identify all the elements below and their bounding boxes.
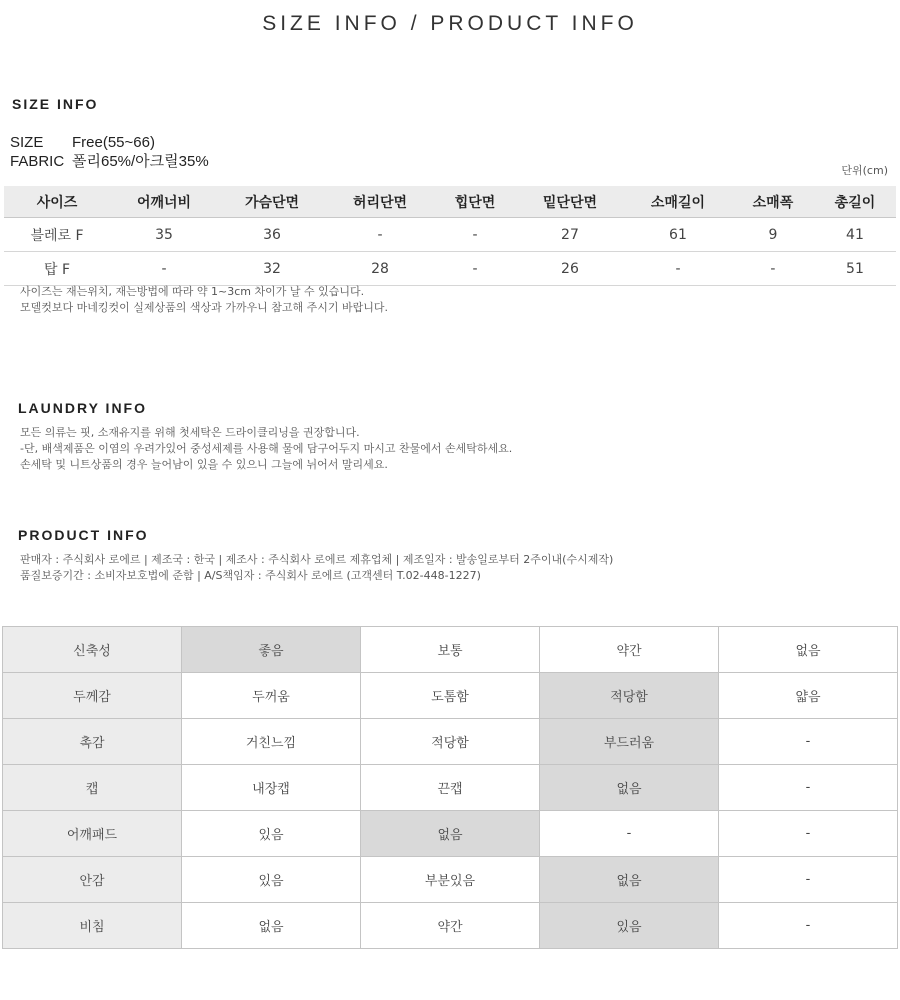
table-cell: 51: [814, 252, 896, 286]
fabric-attribute-label: 비침: [3, 903, 182, 949]
fabric-attribute-label: 캡: [3, 765, 182, 811]
fabric-row: [3, 627, 898, 673]
fabric-option-selected: 없음: [361, 811, 540, 857]
product-notes: [20, 552, 613, 584]
fabric-value: 폴리65%/아크릴35%: [72, 153, 209, 170]
note-line: 모든 의류는 핏, 소재유지를 위해 첫세탁은 드라이클리닝을 권장합니다.: [20, 426, 360, 439]
header-cell: 총길이: [814, 186, 896, 218]
note-line: 손세탁 및 니트상품의 경우 늘어남이 있을 수 있으니 그늘에 뉘어서 말리세요.: [20, 458, 388, 471]
table-cell: 61: [624, 218, 732, 252]
table-row: [4, 218, 896, 252]
fabric-attribute-label: 어깨패드: [3, 811, 182, 857]
fabric-option: 도톰함: [361, 673, 540, 719]
laundry-info-heading: LAUNDRY INFO: [18, 400, 147, 416]
table-cell: 36: [218, 218, 326, 252]
fabric-option-selected: 부드러움: [540, 719, 719, 765]
fabric-row: [3, 673, 898, 719]
table-cell: 41: [814, 218, 896, 252]
fabric-option: -: [719, 903, 898, 949]
table-cell: -: [326, 218, 434, 252]
fabric-option: -: [540, 811, 719, 857]
fabric-row: [3, 857, 898, 903]
fabric-attribute-label: 두께감: [3, 673, 182, 719]
fabric-option-selected: 좋음: [182, 627, 361, 673]
size-notes: [20, 284, 388, 316]
table-cell: 블레로 F: [4, 218, 110, 252]
fabric-option: -: [719, 811, 898, 857]
page-title: SIZE INFO / PRODUCT INFO: [262, 12, 638, 35]
fabric-option: -: [719, 719, 898, 765]
fabric-option: 얇음: [719, 673, 898, 719]
header-cell: 가슴단면: [218, 186, 326, 218]
size-table-header: [4, 186, 896, 218]
table-cell: -: [434, 252, 516, 286]
header-cell: 힙단면: [434, 186, 516, 218]
note-line: 사이즈는 재는위치, 재는방법에 따라 약 1~3cm 차이가 날 수 있습니다.: [20, 285, 365, 298]
fabric-option: 없음: [719, 627, 898, 673]
table-cell: -: [732, 252, 814, 286]
header-cell: 어깨너비: [110, 186, 218, 218]
fabric-row: [3, 903, 898, 949]
fabric-attribute-label: 촉감: [3, 719, 182, 765]
note-line: 품질보증기간 : 소비자보호법에 준함 | A/S책임자 : 주식회사 로에르 (고객센터 T.02-448-1227): [20, 569, 481, 582]
fabric-option: 두꺼움: [182, 673, 361, 719]
size-label: SIZE: [10, 134, 44, 151]
fabric-option: -: [719, 765, 898, 811]
fabric-option: 내장캡: [182, 765, 361, 811]
header-cell: 소매길이: [624, 186, 732, 218]
fabric-attribute-label: 안감: [3, 857, 182, 903]
fabric-option: 약간: [540, 627, 719, 673]
fabric-option: 부분있음: [361, 857, 540, 903]
note-line: 판매자 : 주식회사 로에르 | 제조국 : 한국 | 제조사 : 주식회사 로에르 제휴업체 | 제조일자 : 발송일로부터 2주이내(수시제작): [20, 553, 614, 566]
fabric-option: 있음: [182, 811, 361, 857]
table-cell: 35: [110, 218, 218, 252]
fabric-option-selected: 없음: [540, 857, 719, 903]
fabric-row: [3, 811, 898, 857]
header-cell: 허리단면: [326, 186, 434, 218]
size-info-heading: SIZE INFO: [12, 96, 99, 112]
header-cell: 사이즈: [4, 186, 110, 218]
table-cell: -: [110, 252, 218, 286]
table-cell: 탑 F: [4, 252, 110, 286]
fabric-option: 거친느낌: [182, 719, 361, 765]
product-info-heading: PRODUCT INFO: [18, 527, 149, 543]
fabric-row: [3, 719, 898, 765]
fabric-option: 없음: [182, 903, 361, 949]
table-cell: 27: [516, 218, 624, 252]
table-cell: -: [624, 252, 732, 286]
fabric-option: 약간: [361, 903, 540, 949]
unit-label: 단위(cm): [841, 164, 888, 177]
fabric-option: 보통: [361, 627, 540, 673]
table-cell: -: [434, 218, 516, 252]
fabric-option-selected: 적당함: [540, 673, 719, 719]
header-cell: 소매폭: [732, 186, 814, 218]
fabric-option: 끈캡: [361, 765, 540, 811]
size-table: [4, 186, 896, 286]
fabric-option: 있음: [182, 857, 361, 903]
table-row: [4, 252, 896, 286]
table-cell: 26: [516, 252, 624, 286]
note-line: 모델컷보다 마네킹컷이 실제상품의 색상과 가까우니 참고해 주시기 바랍니다.: [20, 301, 389, 314]
size-spec: [10, 134, 155, 151]
fabric-property-table: [2, 626, 898, 949]
fabric-option-selected: 있음: [540, 903, 719, 949]
fabric-attribute-label: 신축성: [3, 627, 182, 673]
fabric-option: 적당함: [361, 719, 540, 765]
table-cell: 32: [218, 252, 326, 286]
fabric-row: [3, 765, 898, 811]
table-cell: 9: [732, 218, 814, 252]
fabric-option-selected: 없음: [540, 765, 719, 811]
size-value: Free(55~66): [72, 134, 155, 151]
laundry-notes: [20, 425, 512, 473]
fabric-label: FABRIC: [10, 153, 65, 170]
note-line: -단, 배색제품은 이염의 우려가있어 중성세제를 사용해 물에 담구어두지 마시고 찬물에서 손세탁하세요.: [20, 442, 513, 455]
table-cell: 28: [326, 252, 434, 286]
fabric-spec: [10, 150, 209, 171]
header-cell: 밑단단면: [516, 186, 624, 218]
fabric-option: -: [719, 857, 898, 903]
